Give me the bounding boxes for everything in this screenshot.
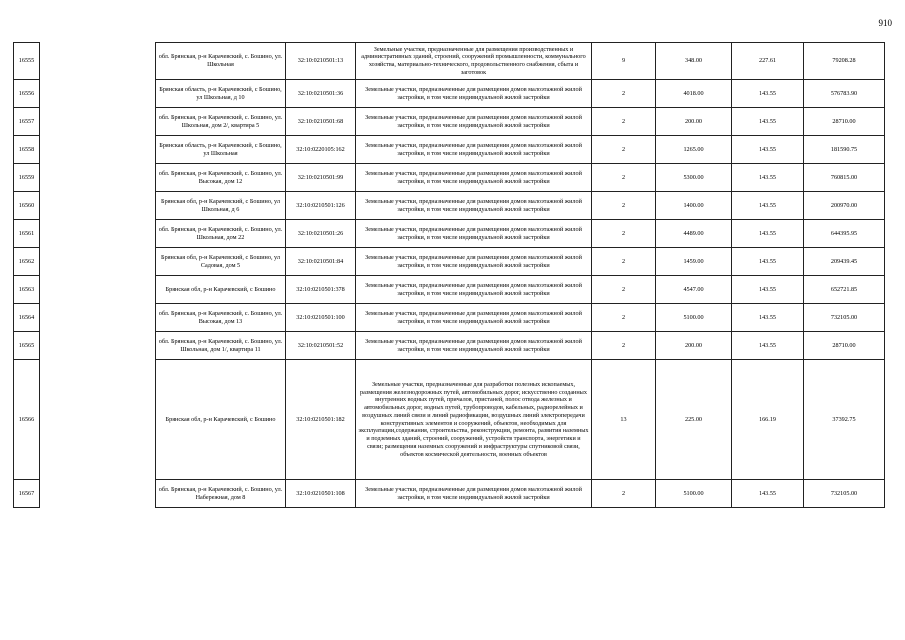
cell-use-group: 2	[592, 332, 656, 360]
cell-cadastral-number: 32:10:0210501:108	[286, 480, 356, 508]
cell-cadastral-number: 32:10:0210501:378	[286, 276, 356, 304]
cell-specific-value: 143.55	[732, 480, 804, 508]
cell-record-id: 16556	[14, 80, 40, 108]
cell-spacer	[40, 108, 156, 136]
cell-specific-value: 143.55	[732, 276, 804, 304]
cell-address: обл. Брянская, р-н Карачевский, с. Бошино, ул. Школьная	[156, 43, 286, 80]
cell-cadastral-number: 32:10:0210501:52	[286, 332, 356, 360]
cell-use-group: 2	[592, 80, 656, 108]
cell-record-id: 16567	[14, 480, 40, 508]
cell-cadastral-number: 32:10:0210501:99	[286, 164, 356, 192]
cell-land-use: Земельные участки, предназначенные для размещения домов малоэтажной жилой застройки, в том числе индивидуальной жилой застройки	[356, 108, 592, 136]
page-number: 910	[878, 18, 892, 28]
cell-record-id: 16555	[14, 43, 40, 80]
table-row	[14, 248, 885, 276]
cadastral-value-table	[13, 42, 885, 508]
cell-address: обл. Брянская, р-н Карачевский, с. Бошино, ул. Школьная, дом 22	[156, 220, 286, 248]
cell-use-group: 2	[592, 192, 656, 220]
cell-address: Брянская обл, р-н Карачевский, с Бошино, ул Садовая, дом 5	[156, 248, 286, 276]
cell-area: 200.00	[656, 108, 732, 136]
cell-address: обл. Брянская, р-н Карачевский, с. Бошино, ул. Высокая, дом 13	[156, 304, 286, 332]
cell-land-use: Земельные участки, предназначенные для размещения домов малоэтажной жилой застройки, в том числе индивидуальной жилой застройки	[356, 332, 592, 360]
cell-specific-value: 143.55	[732, 192, 804, 220]
cell-spacer	[40, 136, 156, 164]
cell-cadastral-value: 28710.00	[804, 108, 885, 136]
cell-cadastral-value: 576783.90	[804, 80, 885, 108]
cell-cadastral-number: 32:10:0210501:84	[286, 248, 356, 276]
cell-cadastral-number: 32:10:0210501:126	[286, 192, 356, 220]
cell-specific-value: 143.55	[732, 248, 804, 276]
cell-cadastral-number: 32:10:0210501:68	[286, 108, 356, 136]
cell-land-use: Земельные участки, предназначенные для размещения производственных и административных зданий, строений, сооружений промышленности, коммунального хозяйства, материально-технического, продовольственного снабжения, сбыта и заготовок	[356, 43, 592, 80]
cell-spacer	[40, 80, 156, 108]
cell-land-use: Земельные участки, предназначенные для размещения домов малоэтажной жилой застройки, в том числе индивидуальной жилой застройки	[356, 480, 592, 508]
cell-land-use: Земельные участки, предназначенные для размещения домов малоэтажной жилой застройки, в том числе индивидуальной жилой застройки	[356, 248, 592, 276]
cell-area: 5300.00	[656, 164, 732, 192]
cell-spacer	[40, 248, 156, 276]
cell-spacer	[40, 192, 156, 220]
cell-cadastral-number: 32:10:0210501:100	[286, 304, 356, 332]
cell-cadastral-value: 760815.00	[804, 164, 885, 192]
cell-specific-value: 143.55	[732, 164, 804, 192]
cell-area: 4489.00	[656, 220, 732, 248]
table-row	[14, 164, 885, 192]
cell-specific-value: 143.55	[732, 304, 804, 332]
cell-cadastral-value: 181590.75	[804, 136, 885, 164]
table-row	[14, 108, 885, 136]
cell-area: 1265.00	[656, 136, 732, 164]
cell-cadastral-number: 32:10:0220105:162	[286, 136, 356, 164]
cell-cadastral-value: 209439.45	[804, 248, 885, 276]
cell-specific-value: 166.19	[732, 360, 804, 480]
cell-cadastral-number: 32:10:0210501:36	[286, 80, 356, 108]
cell-area: 200.00	[656, 332, 732, 360]
table-row	[14, 332, 885, 360]
cell-land-use: Земельные участки, предназначенные для размещения домов малоэтажной жилой застройки, в том числе индивидуальной жилой застройки	[356, 164, 592, 192]
cell-use-group: 2	[592, 304, 656, 332]
cell-record-id: 16559	[14, 164, 40, 192]
cell-use-group: 2	[592, 136, 656, 164]
cell-use-group: 9	[592, 43, 656, 80]
cell-cadastral-number: 32:10:0210501:13	[286, 43, 356, 80]
cell-specific-value: 143.55	[732, 108, 804, 136]
cell-cadastral-number: 32:10:0210501:26	[286, 220, 356, 248]
cell-use-group: 2	[592, 164, 656, 192]
cell-spacer	[40, 276, 156, 304]
cell-address: обл. Брянская, р-н Карачевский, с. Бошино, ул. Школьная, дом 2/, квартира 5	[156, 108, 286, 136]
cell-address: Брянская обл, р-н Карачевский, с Бошино, ул Школьная, д 6	[156, 192, 286, 220]
cell-record-id: 16560	[14, 192, 40, 220]
cell-record-id: 16557	[14, 108, 40, 136]
cell-area: 5100.00	[656, 480, 732, 508]
cell-use-group: 2	[592, 220, 656, 248]
cell-record-id: 16565	[14, 332, 40, 360]
cell-record-id: 16566	[14, 360, 40, 480]
table-row	[14, 276, 885, 304]
cell-address: обл. Брянская, р-н Карачевский, с. Бошино, ул. Школьная, дом 1/, квартира 11	[156, 332, 286, 360]
cell-record-id: 16558	[14, 136, 40, 164]
cell-address: обл. Брянская, р-н Карачевский, с. Бошино, ул. Набережная, дом 8	[156, 480, 286, 508]
cell-address: обл. Брянская, р-н Карачевский, с. Бошино, ул. Высокая, дом 12	[156, 164, 286, 192]
cell-land-use: Земельные участки, предназначенные для размещения домов малоэтажной жилой застройки, в том числе индивидуальной жилой застройки	[356, 192, 592, 220]
cell-land-use: Земельные участки, предназначенные для размещения домов малоэтажной жилой застройки, в том числе индивидуальной жилой застройки	[356, 136, 592, 164]
cell-cadastral-value: 652721.85	[804, 276, 885, 304]
cell-spacer	[40, 332, 156, 360]
table-row	[14, 304, 885, 332]
cell-spacer	[40, 304, 156, 332]
cell-land-use: Земельные участки, предназначенные для размещения домов малоэтажной жилой застройки, в том числе индивидуальной жилой застройки	[356, 276, 592, 304]
cell-spacer	[40, 360, 156, 480]
cell-cadastral-value: 37392.75	[804, 360, 885, 480]
cell-area: 1400.00	[656, 192, 732, 220]
cell-use-group: 2	[592, 276, 656, 304]
cell-land-use: Земельные участки, предназначенные для размещения домов малоэтажной жилой застройки, в том числе индивидуальной жилой застройки	[356, 304, 592, 332]
table-row	[14, 480, 885, 508]
cell-address: Брянская область, р-н Карачевский, с Бошино, ул Школьная, д 10	[156, 80, 286, 108]
table-row	[14, 220, 885, 248]
cell-cadastral-value: 200970.00	[804, 192, 885, 220]
table-row	[14, 136, 885, 164]
cell-land-use: Земельные участки, предназначенные для размещения домов малоэтажной жилой застройки, в том числе индивидуальной жилой застройки	[356, 80, 592, 108]
table-row	[14, 43, 885, 80]
cell-land-use: Земельные участки, предназначенные для разработки полезных ископаемых, размещения железнодорожных путей, автомобильных дорог, искусственно созданных внутренних водных путей, причалов, пристаней, полос отвода железных и автомобильных дорог, водных путей, трубопроводов, кабельных, радиорелейных и воздушных линий связи и линий радиофикации, воздушных линий электропередачи конструктивных элементов и сооружений, объектов, необходимых для эксплуатации,содержания, строительства, реконструкции, ремонта, развития наземных и подземных зданий, строений, сооружений, устройств транспорта, энергетики и связи; размещения наземных сооружений и инфраструктуры спутниковой связи, объектов космической деятельности, военных объектов	[356, 360, 592, 480]
cell-specific-value: 143.55	[732, 136, 804, 164]
cell-record-id: 16564	[14, 304, 40, 332]
cell-spacer	[40, 220, 156, 248]
cell-use-group: 2	[592, 480, 656, 508]
cell-use-group: 13	[592, 360, 656, 480]
cell-use-group: 2	[592, 248, 656, 276]
cell-address: Брянская обл, р-н Карачевский, с Бошино	[156, 360, 286, 480]
cell-cadastral-value: 28710.00	[804, 332, 885, 360]
cell-record-id: 16562	[14, 248, 40, 276]
cell-cadastral-number: 32:10:0210501:182	[286, 360, 356, 480]
cell-area: 225.00	[656, 360, 732, 480]
cell-address: Брянская область, р-н Карачевский, с Бошино, ул Школьная	[156, 136, 286, 164]
cell-area: 4547.00	[656, 276, 732, 304]
cell-cadastral-value: 644395.95	[804, 220, 885, 248]
cell-record-id: 16561	[14, 220, 40, 248]
table-body	[14, 43, 885, 508]
cell-area: 1459.00	[656, 248, 732, 276]
cell-spacer	[40, 43, 156, 80]
cell-cadastral-value: 732105.00	[804, 480, 885, 508]
cell-area: 348.00	[656, 43, 732, 80]
cell-area: 4018.00	[656, 80, 732, 108]
table-row	[14, 80, 885, 108]
cell-record-id: 16563	[14, 276, 40, 304]
cell-land-use: Земельные участки, предназначенные для размещения домов малоэтажной жилой застройки, в том числе индивидуальной жилой застройки	[356, 220, 592, 248]
cell-specific-value: 143.55	[732, 332, 804, 360]
table-row	[14, 192, 885, 220]
cell-spacer	[40, 164, 156, 192]
cell-cadastral-value: 732105.00	[804, 304, 885, 332]
cell-address: Брянская обл, р-н Карачевский, с Бошино	[156, 276, 286, 304]
cell-area: 5100.00	[656, 304, 732, 332]
cell-spacer	[40, 480, 156, 508]
table-row	[14, 360, 885, 480]
cell-specific-value: 227.61	[732, 43, 804, 80]
cell-use-group: 2	[592, 108, 656, 136]
cell-cadastral-value: 79208.28	[804, 43, 885, 80]
cell-specific-value: 143.55	[732, 80, 804, 108]
cell-specific-value: 143.55	[732, 220, 804, 248]
